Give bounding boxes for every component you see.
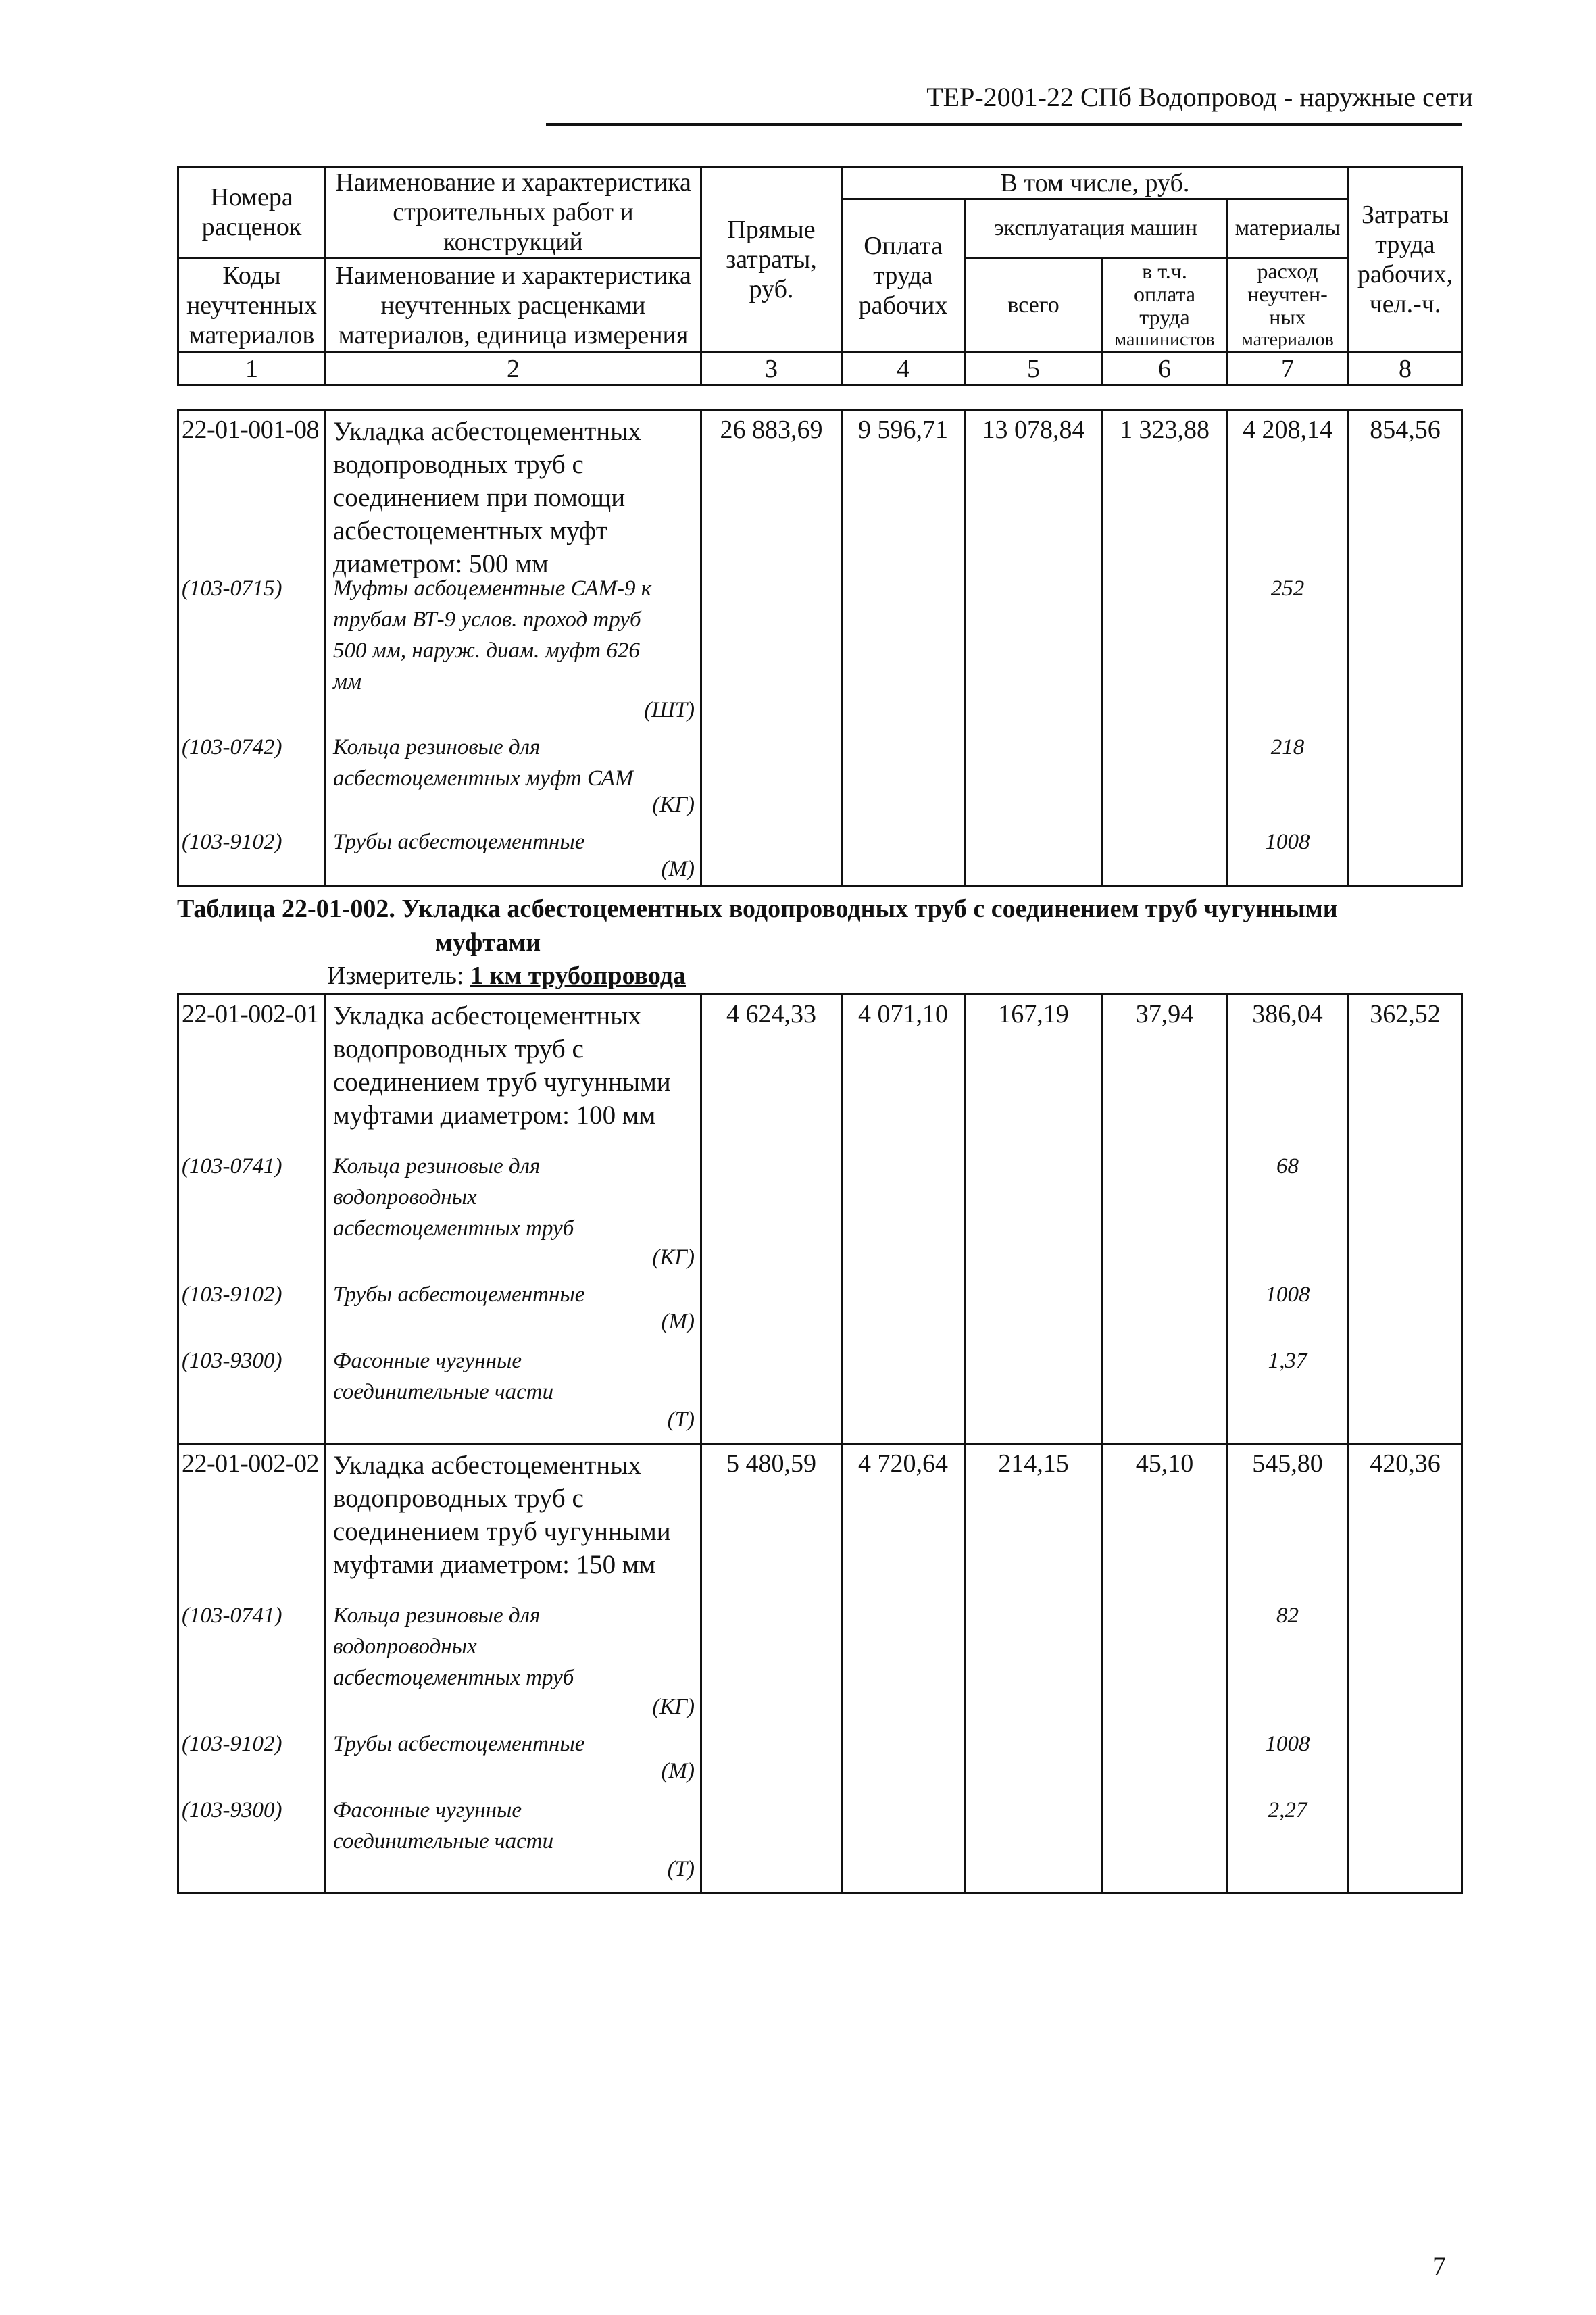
col1-bottom-header: Коды неучтенных материалов bbox=[178, 258, 326, 353]
col2-top-header: Наименование и характеристика строительных работ и конструкций bbox=[326, 167, 701, 258]
materials-cell: 386,04 68 1008 1,37 bbox=[1227, 995, 1349, 1444]
header-rule bbox=[546, 123, 1462, 126]
direct-cost-cell: 5 480,59 bbox=[701, 1444, 842, 1893]
col7-header: расход неучтен- ных материалов bbox=[1227, 258, 1349, 353]
col2-bottom-header: Наименование и характеристика неучтенных расценками материалов, единица измерения bbox=[326, 258, 701, 353]
material-code: (103-0715) bbox=[182, 576, 282, 601]
name-cell bbox=[326, 410, 701, 887]
material-code: (103-9102) bbox=[182, 830, 282, 854]
rate-code: 22-01-001-08 bbox=[182, 416, 319, 444]
direct-cost-cell: 4 624,33 bbox=[701, 995, 842, 1444]
material-qty: 252 bbox=[1270, 576, 1305, 601]
rate-name: Укладка асбестоцементных водопроводных труб с соединением при помощи асбестоцементных муфт диаметром: 500 мм bbox=[333, 417, 641, 578]
material-qty: 1008 bbox=[1265, 830, 1310, 854]
labor-pay-cell: 9 596,71 bbox=[842, 410, 965, 887]
material-unit: (КГ) bbox=[652, 793, 695, 817]
name-cell: Укладка асбестоцементных водопроводных труб с соединением труб чугунными муфтами диаметром: 100 мм Кольца резиновые для водопроводных асбестоцементных труб (КГ) Трубы асбестоцементные (М) Фасонные чугунные соединительные части (Т) bbox=[326, 995, 701, 1444]
labor-pay-cell: 4 720,64 bbox=[842, 1444, 965, 1893]
col-number-4: 4 bbox=[842, 353, 965, 385]
code-cell: 22-01-002-01 (103-0741) (103-9102) (103-9300) bbox=[178, 995, 326, 1444]
measure-unit-line: Измеритель: 1 км трубопровода bbox=[327, 962, 687, 990]
group-header: В том числе, руб. bbox=[842, 167, 1349, 199]
materials-cell: 4 208,14 252 218 1008 bbox=[1227, 410, 1349, 887]
labor-hours-cell: 854,56 bbox=[1349, 410, 1462, 887]
table-row bbox=[178, 1444, 1462, 1893]
material-code: (103-0742) bbox=[182, 735, 282, 760]
material-qty: 218 bbox=[1270, 735, 1305, 760]
material-unit: (М) bbox=[661, 857, 695, 881]
rate-table-22-01-002 bbox=[177, 993, 1463, 1894]
machines-total-cell: 13 078,84 bbox=[965, 410, 1103, 887]
machinist-pay-cell: 37,94 bbox=[1103, 995, 1227, 1444]
material-name: Кольца резиновые для асбестоцементных муфт САМ bbox=[333, 735, 634, 791]
table-row bbox=[178, 995, 1462, 1444]
machines-total-cell: 214,15 bbox=[965, 1444, 1103, 1893]
col8-header: Затраты труда рабочих, чел.-ч. bbox=[1349, 167, 1462, 353]
materials-cell: 545,80 82 1008 2,27 bbox=[1227, 1444, 1349, 1893]
col5-header: всего bbox=[965, 258, 1103, 353]
col1-top-header: Номера расценок bbox=[178, 167, 326, 258]
col-number-5: 5 bbox=[965, 353, 1103, 385]
rate-table-22-01-001 bbox=[177, 409, 1463, 887]
col-number-2: 2 bbox=[326, 353, 701, 385]
col3-header: Прямые затраты, руб. bbox=[701, 167, 842, 353]
col4-header: Оплата труда рабочих bbox=[842, 199, 965, 353]
code-cell: 22-01-002-02 (103-0741) (103-9102) (103-9300) bbox=[178, 1444, 326, 1893]
labor-hours-cell: 420,36 bbox=[1349, 1444, 1462, 1893]
machinist-pay-cell: 45,10 bbox=[1103, 1444, 1227, 1893]
materials-header: материалы bbox=[1227, 199, 1349, 258]
direct-cost-cell: 26 883,69 bbox=[701, 410, 842, 887]
machines-header: эксплуатация машин bbox=[965, 199, 1227, 258]
name-cell: Укладка асбестоцементных водопроводных труб с соединением труб чугунными муфтами диаметром: 150 мм Кольца резиновые для водопроводных асбестоцементных труб (КГ) Трубы асбестоцементные (М) Фасонные чугунные соединительные части (Т) bbox=[326, 1444, 701, 1893]
col-number-7: 7 bbox=[1227, 353, 1349, 385]
labor-pay-cell: 4 071,10 bbox=[842, 995, 965, 1444]
col-number-1: 1 bbox=[178, 353, 326, 385]
material-name: Муфты асбоцементные САМ-9 к трубам ВТ-9 услов. проход труб 500 мм, наруж. диам. муфт 626 мм bbox=[333, 576, 652, 694]
document-header-title: ТЕР-2001-22 СПб Водопровод - наружные сети bbox=[926, 82, 1473, 112]
code-cell bbox=[178, 410, 326, 887]
col6-header: в т.ч. оплата труда машинистов bbox=[1103, 258, 1227, 353]
labor-hours-cell: 362,52 bbox=[1349, 995, 1462, 1444]
page-number: 7 bbox=[1432, 2251, 1446, 2281]
column-header-table bbox=[177, 166, 1463, 386]
table-row bbox=[178, 410, 1462, 887]
material-name: Трубы асбестоцементные bbox=[333, 830, 585, 854]
table-caption: Таблица 22-01-002. Укладка асбестоцементных водопроводных труб с соединением труб чугунными муфтами bbox=[177, 895, 1338, 957]
material-unit: (ШТ) bbox=[644, 698, 695, 722]
col-number-6: 6 bbox=[1103, 353, 1227, 385]
machinist-pay-cell: 1 323,88 bbox=[1103, 410, 1227, 887]
machines-total-cell: 167,19 bbox=[965, 995, 1103, 1444]
col-number-8: 8 bbox=[1349, 353, 1462, 385]
col-number-3: 3 bbox=[701, 353, 842, 385]
